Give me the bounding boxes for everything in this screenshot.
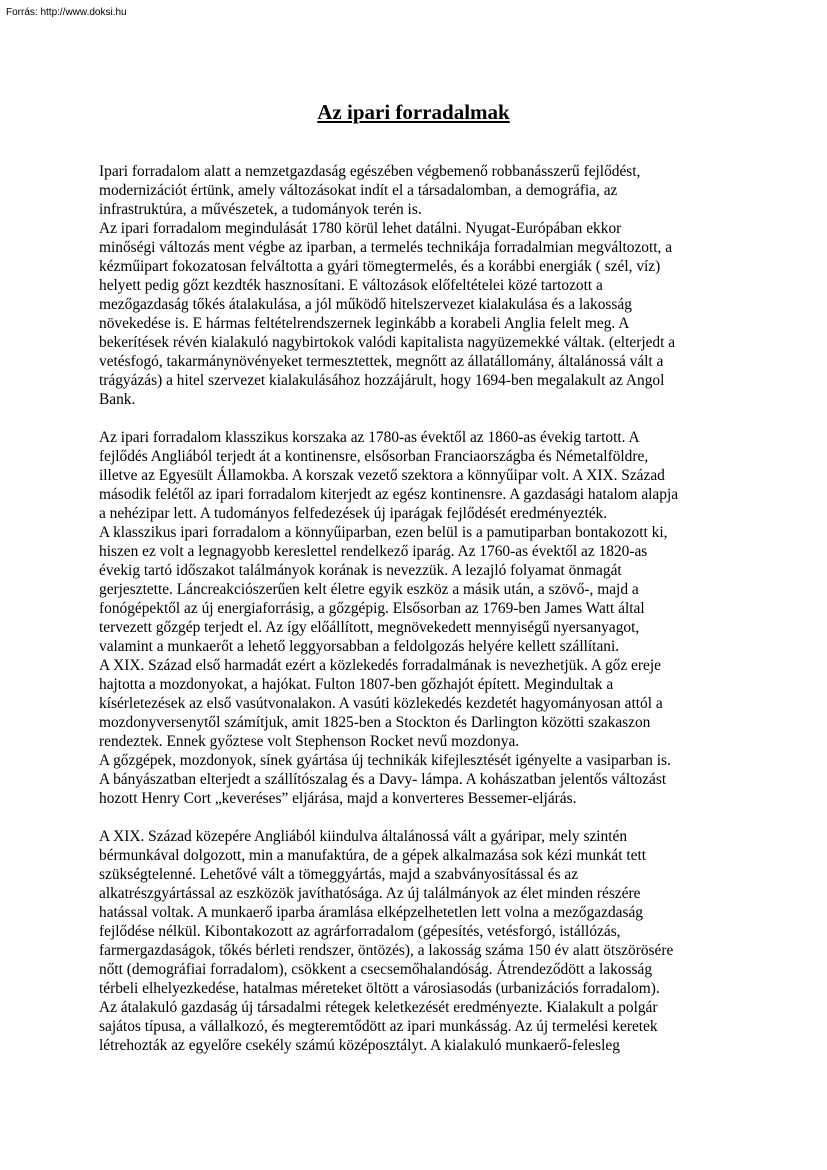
text-line: mezőgazdaság tőkés átalakulása, a jól működő hitelszervezet kialakulása és a lakosság: [99, 296, 632, 313]
text-line: Az ipari forradalom klasszikus korszaka az 1780-as évektől az 1860-as évekig tartott. A: [99, 429, 640, 446]
text-line: Ipari forradalom alatt a nemzetgazdaság egészében végbemenő robbanásszerű fejlődést,: [99, 163, 641, 180]
text-line: A XIX. Század közepére Angliából kiindulva általánossá vált a gyáripar, mely szintén: [99, 828, 628, 845]
text-line: hozott Henry Cort „keveréses” eljárása, majd a konverteres Bessemer-eljárás.: [99, 790, 577, 807]
text-line: fejlődés Angliából terjedt át a kontinensre, elsősorban Franciaországba és Németalföldre,: [99, 448, 649, 465]
text-line: fonógépektől az új energiaforrásig, a gőzgépig. Elsősorban az 1769-ben James Watt által: [99, 600, 645, 617]
text-line: hatással voltak. A munkaerő iparba áramlása elképzelhetetlen lett volna a mezőgazdaság: [99, 904, 643, 921]
text-line: valamint a munkaerőt a lehető leggyorsabban a feldolgozás helyére kellett szállítani.: [99, 638, 620, 655]
text-line: infrastruktúra, a művészetek, a tudományok terén is.: [99, 201, 422, 218]
text-line: szükségtelenné. Lehetővé vált a tömeggyártás, majd a szabványosítással és az: [99, 866, 579, 883]
text-line: bekerítések révén kialakuló nagybirtokok valódi kapitalista nagyüzemekké váltak. (elterjedt a: [99, 334, 676, 351]
text-line: tervezett gőzgép terjedt el. Az így előállított, megnövekedett mennyiségű nyersanyagot,: [99, 619, 640, 636]
text-line: minőségi változás ment végbe az iparban, a termelés technikája forradalmian megváltozott, a: [99, 239, 673, 256]
text-line: trágyázás) a hitel szervezet kialakulásához hozzájárult, hogy 1694-ben megalakult az Angol: [99, 372, 665, 389]
text-line: Bank.: [99, 391, 136, 408]
text-line: A bányászatban elterjedt a szállítószalag és a Davy- lámpa. A kohászatban jelentős változást: [99, 771, 667, 788]
paragraph: [99, 827, 799, 1055]
text-line: farmergazdaságok, tőkés bérleti rendszer, öntözés), a lakosság száma 150 év alatt ötszörösére: [99, 942, 674, 959]
source-attribution: Forrás: http://www.doksi.hu: [6, 7, 127, 18]
text-line: alkatrészgyártással az eszközök javíthatósága. Az új találmányok az élet minden részére: [99, 885, 641, 902]
text-line: második felétől az ipari forradalom kiterjedt az egész kontinensre. A gazdasági hatalom alapja: [99, 486, 679, 503]
document-body: [99, 162, 799, 1055]
text-line: Az átalakuló gazdaság új társadalmi rétegek keletkezését eredményezte. Kialakult a polgár: [99, 999, 658, 1016]
text-line: vetésfogó, takarmánynövényeket termesztettek, megnőtt az állatállomány, általánossá vált a: [99, 353, 664, 370]
text-line: mozdonyversenytől számítjuk, amit 1825-ben a Stockton és Darlington közötti szakaszon: [99, 714, 651, 731]
text-line: A klasszikus ipari forradalom a könnyűiparban, ezen belül is a pamutiparban bontakozott ki,: [99, 524, 668, 541]
paragraph: [99, 428, 799, 808]
text-line: A XIX. Század első harmadát ezért a közlekedés forradalmának is nevezhetjük. A gőz ereje: [99, 657, 661, 674]
text-line: modernizációt értünk, amely változásokat indít el a társadalomban, a demográfia, az: [99, 182, 618, 199]
text-line: hiszen ez volt a legnagyobb kereslettel rendelkező iparág. Az 1760-as évektől az 1820-as: [99, 543, 648, 560]
text-line: kísérletezések az első vasútvonalakon. A vasúti közlekedés kezdetét hagyományosan attól a: [99, 695, 663, 712]
text-line: Az ipari forradalom megindulását 1780 körül lehet datálni. Nyugat-Európában ekkor: [99, 220, 622, 237]
text-line: nőtt (demográfiai forradalom), csökkent a csecsemőhalandóság. Átrendeződött a lakosság: [99, 961, 653, 978]
text-line: létrehozták az egyelőre csekély számú középosztályt. A kialakuló munkaerő-felesleg: [99, 1037, 620, 1054]
text-line: térbeli elhelyezkedése, hatalmas méreteket öltött a városiasodás (urbanizációs forradalom).: [99, 980, 660, 997]
text-line: rendeztek. Ennek győztese volt Stephenson Rocket nevű mozdonya.: [99, 733, 520, 750]
text-line: A gőzgépek, mozdonyok, sínek gyártása új technikák kifejlesztését igényelte a vasiparban is.: [99, 752, 671, 769]
text-line: sajátos típusa, a vállalkozó, és megteremtődött az ipari munkásság. Az új termelési keretek: [99, 1018, 658, 1035]
text-line: illetve az Egyesült Államokba. A korszak vezető szektora a könnyűipar volt. A XIX. Század: [99, 467, 665, 484]
page-title: Az ipari forradalmak: [317, 100, 510, 124]
paragraph: [99, 162, 799, 409]
text-line: fejlődése nélkül. Kibontakozott az agrárforradalom (gépesítés, vetésforgó, istállózás,: [99, 923, 621, 940]
text-line: a nehézipar lett. A tudományos felfedezések új iparágak fejlődését eredményezték.: [99, 505, 608, 522]
text-line: bérmunkával dolgozott, min a manufaktúra, de a gépek alkalmazása sok kézi munkát tett: [99, 847, 647, 864]
text-line: hajtotta a mozdonyokat, a hajókat. Fulton 1807-ben gőzhajót épített. Megindultak a: [99, 676, 614, 693]
text-line: növekedése is. E hármas feltételrendszernek leginkább a korabeli Anglia felelt meg. A: [99, 315, 630, 332]
text-line: helyett pedig gőzt kezdték hasznosítani. E változások előfeltételei közé tartozott a: [99, 277, 603, 294]
paragraph-spacer: [99, 409, 799, 428]
text-line: gerjesztette. Láncreakciószerűen kelt életre egyik eszköz a másik után, a szövő-, majd a: [99, 581, 639, 598]
text-line: évekig tartó időszakot találmányok korának is nevezzük. A lezajló folyamat önmagát: [99, 562, 622, 579]
paragraph-spacer: [99, 808, 799, 827]
text-line: kézműipart fokozatosan felváltotta a gyári tömegtermelés, és a korábbi energiák ( szél, víz): [99, 258, 661, 275]
